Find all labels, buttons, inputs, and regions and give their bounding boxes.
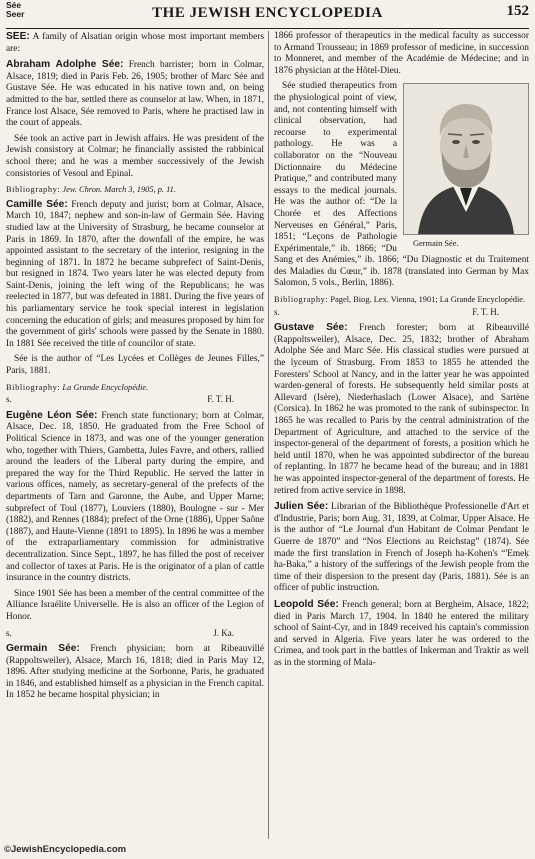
portrait-caption: Germain Sée. bbox=[413, 239, 459, 249]
portrait-image bbox=[403, 83, 529, 235]
page-header bbox=[6, 0, 529, 29]
leopold-text: French general; born at Bergheim, Alsace, 1822; died in Paris March 17, 1904. In 1840 he entered the military school of Saint-Cyr, and in 1849 received his captain's commission and served in Algeria. Five years later he was ordered to the Crimea, and took part in the battles of Inkerman and Traktir as well as in the storming of Mala- bbox=[274, 599, 529, 668]
signature-class: s. bbox=[6, 394, 12, 405]
left-column bbox=[6, 31, 264, 841]
eugene-paragraph-2: Since 1901 Sée has been a member of the central committee of the Alliance Israélite Universelle. He is also an officer of the Legion of Honor. bbox=[6, 588, 264, 622]
julien-paragraph bbox=[274, 501, 529, 595]
signature-author: F. T. H. bbox=[472, 306, 499, 317]
intro-text: A family of Alsatian origin whose most important members are: bbox=[6, 32, 264, 54]
headword-leopold: Leopold Sée: bbox=[274, 598, 339, 610]
right-column bbox=[274, 31, 529, 841]
running-head-bottom: Seer bbox=[6, 9, 25, 19]
signature-class: s. bbox=[274, 306, 280, 317]
eugene-paragraph bbox=[6, 410, 264, 585]
headword-gustave: Gustave Sée: bbox=[274, 322, 348, 334]
camille-signature bbox=[6, 394, 264, 406]
bibliography-label: Bibliography: bbox=[6, 382, 61, 392]
germain-continued: 1866 professor of therapeutics in the medical faculty as successor to Armand Trousseau; in 1869 professor of medicine, in succession to Monneret, and member of the Académie de Médecine; and in 1876 physician at the Hôtel-Dieu. bbox=[274, 31, 529, 76]
germain-paragraph-2: Sée studied therapeutics from the physiological point of view, and, not contenting himself with clinical observation, had recourse to experimental pathology. He was a collaborator on the “Nouveau Dictionnaire du Médecine Pratique,” and contributed many essays to the medical journals. He was the author of: “De la Chorée et des Affections Nerveuses en Général,” Paris, 1851; “Leçons de Pathologie Expérimentale,” ib. 1866; “Du Sang et des Anémies,” ib. 1866; “Du Diagnostic et du Traitement des Maladies du Cœur,” ib. 1878 (translated into German by Max Salomon, 5 vols., Berlin, 1886). bbox=[274, 81, 529, 289]
signature-class: s. bbox=[6, 627, 12, 638]
germain-signature bbox=[274, 307, 529, 319]
camille-bibliography bbox=[6, 382, 264, 394]
running-title: THE JEWISH ENCYCLOPEDIA bbox=[152, 5, 383, 21]
eugene-text: French state functionary; born at Colmar, Alsace, Dec. 18, 1850. He graduated from the Free School of Political Science in 1873, and was one of the younger generation who, together with Thiers, Gambetta, Jules Favre, and others, rallied around the leaders of the Liberal party during the empire, and prepared the way for the Third Republic. He served the latter in various offices, namely, as secretary-general of the prefects of the departments of Tarn and Garonne, the Aube, and Upper Marne; subprefect of Toul (1877), Louviers (1880), Boulogne - sur - Mer (1882), and Rennes (1884); prefect of the Orne (1886), Upper Saône (1887), and Haute-Vienne (1891 to 1895). In 1896 he was a member of the extraparliamentary commission for administrative decentralization. Since Sept., 1897, he has filled the post of receiver and collector of taxes at Paris. He is the originator of a plan of cattle insurance in the country districts. bbox=[6, 410, 264, 584]
abraham-text: French barrister; born in Colmar, Alsace, 1819; died in Paris Feb. 26, 1905; brother of Marc Sée and Gustave Sée. He was educated in his native town and, on being admitted to the bar, settled there as counselor at law. When, in 1871, France lost Alsace, Sée removed to Paris, where he practised law in the court of appeals. bbox=[6, 60, 264, 129]
julien-text: Librarian of the Bibliothèque Professionelle d'Art et d'Industrie, Paris; born Aug. 31, 1839, at Colmar, Upper Alsace. He is the author of “Le Journal d'un Habitant de Colmar Pendant le Guerre de 1870” and “Nos Elections au Reichstag” (1874). Sée made the first translation in French of Joseph ha-Kohen's “'Emeḳ ha-Baka,” a history of the sufferings of the Jewish people from the time of their dispersion to the present day (Paris, 1881). Sée is an officer of public instruction. bbox=[274, 502, 529, 594]
camille-text: French deputy and jurist; born at Colmar, Alsace, March 10, 1847; nephew and son-in-law of Germain Sée. Having studied law at the University of Strasburg, he became counselor at Paris in 1869. In 1870, after the downfall of the empire, he was appointed assistant to the secretary of the interior, resigning in the beginning of 1871. In 1872 he became subprefect of Saint-Denis, but resigned in 1874. Two years later he was elected deputy from Saint-Denis, joining the left wing of the Republicans; he was reelected in 1877, but was defeated in 1881. During the five years of his parliamentary service he took special interest in legislation concerning the education of girls; and measures proposed by him for the government of girls' schools were passed by the Senate in 1880. In 1881 Sée received the title of councilor of state. bbox=[6, 199, 264, 349]
headword-see: SÉE: bbox=[6, 31, 30, 42]
abraham-paragraph bbox=[6, 59, 264, 130]
eugene-signature bbox=[6, 628, 264, 640]
bibliography-text: Pagel, Biog. Lex. Vienna, 1901; La Grande Encyclopédie. bbox=[330, 295, 526, 305]
camille-paragraph-2: Sée is the author of “Les Lycées et Collèges de Jeunes Filles,” Paris, 1881. bbox=[6, 354, 264, 377]
bibliography-label: Bibliography: bbox=[274, 295, 329, 305]
headword-eugene: Eugène Léon Sée: bbox=[6, 409, 98, 421]
bibliography-label: Bibliography: bbox=[6, 185, 61, 195]
gustave-text: French forester; born at Ribeauvillé (Rappoltsweiler), Alsace, Dec. 25, 1832; brother of Abraham Adolphe Sée and Marc Sée. His classical studies were pursued at the lyceum of Strasburg. From 1853 to 1855 he attended the Foresters' School at Nancy, and in the latter year he was appointed warden-general of forests. He subsequently held similar posts at Allevard (Isère), Niederhaslach (Lower Alsace), and Sartène (Corsica). In 1862 he was promoted to the rank of subinspector. In 1865 he was recalled to Paris by the central administration of the Department of Agriculture, and attached to the service of the inspector-general of the department of forests, a position which he held until 1870, when he was appointed subdirector of the bureau of replanting. In 1877 he became head of the bureau; and in 1881 he was appointed inspector-general of the department of forests. He retired from active service in 1898. bbox=[274, 323, 529, 496]
headword-camille: Camille Sée: bbox=[6, 198, 68, 210]
intro-paragraph bbox=[6, 31, 264, 55]
abraham-bibliography bbox=[6, 184, 264, 196]
headword-julien: Julien Sée: bbox=[274, 501, 329, 513]
site-watermark: ©JewishEncyclopedia.com bbox=[4, 844, 127, 855]
headword-germain: Germain Sée: bbox=[6, 643, 80, 655]
portrait-engraving bbox=[404, 84, 528, 234]
germain-text: French physician; born at Ribeauvillé (Rappoltsweiler), Alsace, March 16, 1818; died in Paris May 12, 1896. After studying medicine at the Sorbonne, Paris, he graduated in 1846, and established himself as a physician in the French capital. In 1852 he became hospital physician; in bbox=[6, 644, 264, 701]
signature-author: J. Ka. bbox=[213, 627, 234, 638]
page-number: 152 bbox=[506, 3, 529, 19]
leopold-paragraph bbox=[274, 599, 529, 670]
headword-abraham: Abraham Adolphe Sée: bbox=[6, 59, 124, 71]
germain-paragraph bbox=[6, 643, 264, 702]
portrait-figure bbox=[403, 83, 529, 250]
running-head-top: Sée bbox=[6, 0, 22, 10]
bibliography-text: La Grande Encyclopédie. bbox=[62, 382, 149, 392]
column-divider bbox=[268, 31, 269, 839]
camille-paragraph bbox=[6, 199, 264, 351]
bibliography-text: Jew. Chron. March 3, 1905, p. 11. bbox=[62, 185, 176, 195]
gustave-paragraph bbox=[274, 322, 529, 497]
signature-author: F. T. H. bbox=[207, 394, 234, 405]
abraham-paragraph-2: Sée took an active part in Jewish affairs. He was president of the Jewish consistory at Colmar; he financially assisted the rabbinical school there; and he was a member successively of the Jewish consistories of Vesoul and Epinal. bbox=[6, 133, 264, 179]
germain-bibliography bbox=[274, 294, 529, 306]
